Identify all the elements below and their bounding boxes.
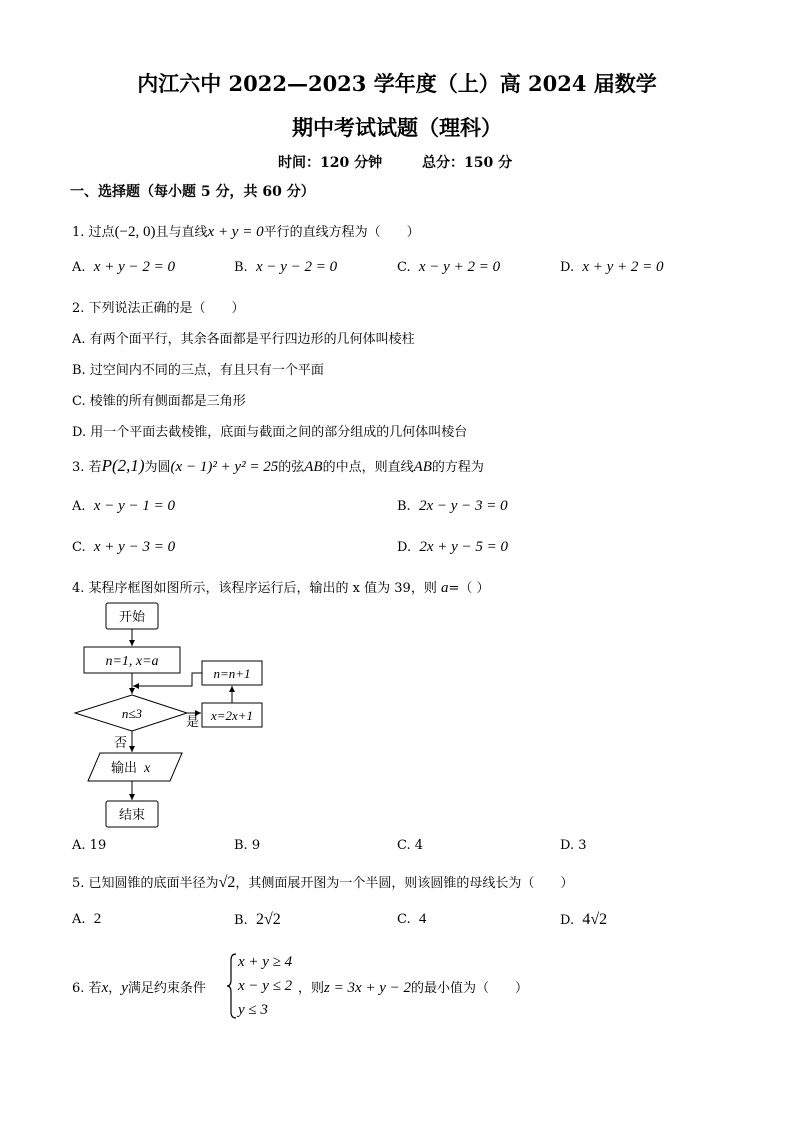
option-c: C. x − y + 2 = 0: [397, 259, 501, 275]
assign-label: x=2x+1: [210, 708, 254, 723]
end-label: 结束: [118, 807, 146, 822]
output-var: x: [144, 761, 151, 776]
exam-total: 总分：150 分: [422, 155, 513, 171]
option-a: A. x + y − 2 = 0: [72, 259, 175, 275]
increment-label: n=n+1: [213, 666, 251, 681]
option-a: A. 2: [72, 911, 102, 927]
question-number: 3.: [72, 460, 85, 475]
output-label: 输出: [110, 760, 138, 775]
option-a: A. 有两个面平行，其余各面都是平行四边形的几何体叫棱柱: [72, 332, 415, 347]
init-label: n=1, x=a: [105, 654, 159, 669]
option-c: C. x + y − 3 = 0: [72, 539, 176, 555]
page-subtitle: 期中考试试题（理科）: [292, 115, 502, 140]
constraint-1: x + y ≥ 4: [238, 954, 293, 970]
question-4: 4. 某程序框图如图所示，该程序运行后，输出的 x 值为 39，则 a=（ ）: [72, 580, 490, 596]
question-5: 5. 已知圆锥的底面半径为√2，其侧面展开图为一个半圆，则该圆锥的母线长为（ ）: [72, 874, 574, 891]
option-d: D. 3: [560, 838, 587, 853]
question-6-tail: ，则z = 3x + y − 2的最小值为（ ）: [298, 980, 529, 996]
option-b: B. x − y − 2 = 0: [234, 259, 338, 275]
option-d: D. 2x + y − 5 = 0: [397, 539, 509, 555]
option-d: D. 4√2: [560, 911, 608, 928]
section-heading: 一、选择题（每小题 5 分，共 60 分）: [70, 184, 315, 200]
option-b: B. 2√2: [234, 911, 281, 928]
constraint-brace: [226, 952, 238, 1020]
question-number: 4.: [72, 581, 85, 596]
question-number: 1.: [72, 225, 85, 240]
option-d: D. x + y + 2 = 0: [560, 259, 664, 275]
question-3: 3. 若P(2,1)为圆(x − 1)² + y² = 25的弦AB的中点，则直线AB的方程为: [72, 456, 484, 475]
page-title: 内江六中 2022—2023 学年度（上）高 2024 届数学: [137, 71, 657, 96]
option-b: B. 过空间内不同的三点，有且只有一个平面: [72, 363, 324, 378]
option-b: B. 2x − y − 3 = 0: [397, 498, 508, 514]
question-2: 2. 下列说法正确的是（ ）: [72, 301, 245, 316]
question-1: 1. 过点(−2, 0)且与直线x + y = 0平行的直线方程为（ ）: [72, 224, 420, 240]
question-number: 2.: [72, 301, 85, 316]
no-label: 否: [114, 735, 128, 750]
yes-label: 是: [186, 714, 200, 729]
question-number: 5.: [72, 876, 85, 891]
question-6: 6. 若x，y满足约束条件: [72, 980, 206, 996]
option-a: A. 19: [72, 838, 107, 853]
option-b: B. 9: [234, 838, 261, 853]
start-label: 开始: [118, 609, 146, 624]
constraint-3: y ≤ 3: [238, 1002, 268, 1018]
exam-time: 时间：120 分钟: [278, 155, 383, 171]
option-c: C. 棱锥的所有侧面都是三角形: [72, 394, 246, 409]
constraint-2: x − y ≤ 2: [238, 978, 293, 994]
condition-label: n≤3: [121, 706, 143, 721]
option-c: C. 4: [397, 911, 427, 927]
question-number: 6.: [72, 981, 85, 996]
option-a: A. x − y − 1 = 0: [72, 498, 175, 514]
option-d: D. 用一个平面去截棱锥，底面与截面之间的部分组成的几何体叫棱台: [72, 425, 468, 440]
program-flowchart: [70, 600, 280, 832]
option-c: C. 4: [397, 838, 424, 853]
